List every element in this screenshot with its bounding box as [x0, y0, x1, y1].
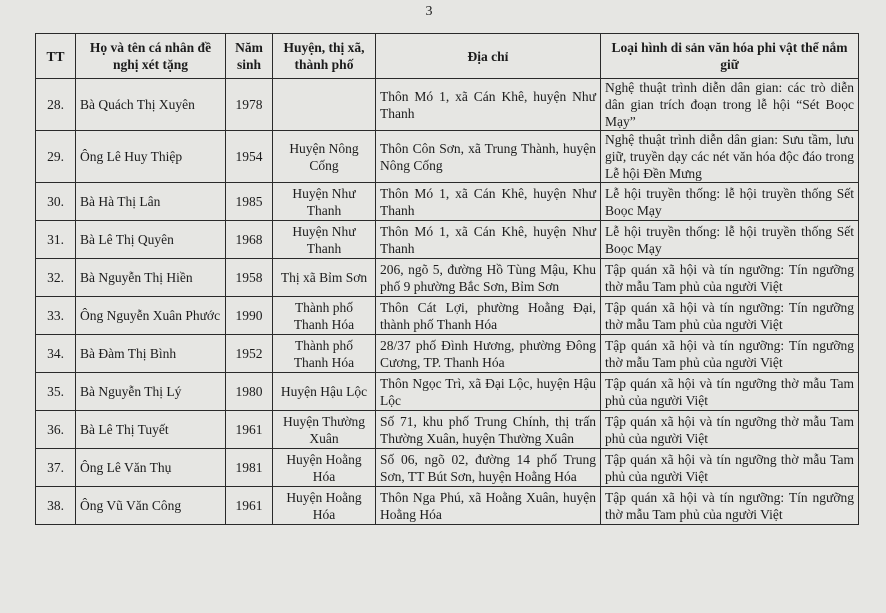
- header-heritage-type: Loại hình di sản văn hóa phi vật thể nắm giữ: [601, 34, 859, 79]
- cell-district: Thị xã Bỉm Sơn: [273, 259, 376, 297]
- cell-address: 28/37 phố Đình Hương, phường Đông Cương, TP. Thanh Hóa: [376, 335, 601, 373]
- cell-tt: 28.: [36, 79, 76, 131]
- cell-name: Bà Hà Thị Lân: [76, 183, 226, 221]
- cell-name: Ông Vũ Văn Công: [76, 487, 226, 525]
- cell-heritage-type: Tập quán xã hội và tín ngưỡng: Tín ngưỡng thờ mẫu Tam phủ của người Việt: [601, 297, 859, 335]
- cell-year: 1968: [226, 221, 273, 259]
- header-tt: TT: [36, 34, 76, 79]
- nominees-table: [35, 33, 859, 525]
- cell-name: Ông Nguyễn Xuân Phước: [76, 297, 226, 335]
- cell-tt: 34.: [36, 335, 76, 373]
- cell-heritage-type: Tập quán xã hội và tín ngưỡng thờ mẫu Tam phủ của người Việt: [601, 449, 859, 487]
- cell-heritage-type: Nghệ thuật trình diễn dân gian: Sưu tầm, lưu giữ, truyền dạy các nét văn hóa độc đáo trong Lễ hội Đền Mưng: [601, 131, 859, 183]
- cell-tt: 31.: [36, 221, 76, 259]
- cell-district: Thành phố Thanh Hóa: [273, 297, 376, 335]
- cell-tt: 29.: [36, 131, 76, 183]
- cell-district: Huyện Nông Cống: [273, 131, 376, 183]
- cell-year: 1985: [226, 183, 273, 221]
- cell-name: Bà Lê Thị Tuyết: [76, 411, 226, 449]
- header-address: Địa chỉ: [376, 34, 601, 79]
- page-number: 3: [425, 4, 433, 19]
- cell-name: Ông Lê Văn Thụ: [76, 449, 226, 487]
- cell-address: Thôn Nga Phú, xã Hoằng Xuân, huyện Hoằng Hóa: [376, 487, 601, 525]
- cell-district: Huyện Như Thanh: [273, 221, 376, 259]
- table-row: [36, 131, 859, 183]
- cell-address: Số 06, ngõ 02, đường 14 phố Trung Sơn, TT Bút Sơn, huyện Hoằng Hóa: [376, 449, 601, 487]
- cell-name: Bà Nguyễn Thị Lý: [76, 373, 226, 411]
- table-row: [36, 183, 859, 221]
- cell-heritage-type: Tập quán xã hội và tín ngưỡng: Tín ngưỡng thờ mẫu Tam phủ của người Việt: [601, 259, 859, 297]
- cell-name: Bà Quách Thị Xuyên: [76, 79, 226, 131]
- table-row: [36, 411, 859, 449]
- cell-tt: 38.: [36, 487, 76, 525]
- cell-address: Thôn Cát Lợi, phường Hoằng Đại, thành phố Thanh Hóa: [376, 297, 601, 335]
- table-header-row: [36, 34, 859, 79]
- cell-address: Thôn Mó 1, xã Cán Khê, huyện Như Thanh: [376, 221, 601, 259]
- cell-tt: 36.: [36, 411, 76, 449]
- cell-address: Thôn Mó 1, xã Cán Khê, huyện Như Thanh: [376, 79, 601, 131]
- cell-address: Thôn Côn Sơn, xã Trung Thành, huyện Nông Cống: [376, 131, 601, 183]
- cell-name: Bà Nguyễn Thị Hiền: [76, 259, 226, 297]
- cell-tt: 32.: [36, 259, 76, 297]
- table-row: [36, 487, 859, 525]
- cell-year: 1958: [226, 259, 273, 297]
- cell-name: Ông Lê Huy Thiệp: [76, 131, 226, 183]
- cell-district: Huyện Hoằng Hóa: [273, 487, 376, 525]
- cell-address: Thôn Mó 1, xã Cán Khê, huyện Như Thanh: [376, 183, 601, 221]
- table-row: [36, 221, 859, 259]
- header-name: Họ và tên cá nhân đề nghị xét tặng: [76, 34, 226, 79]
- cell-district: Huyện Thường Xuân: [273, 411, 376, 449]
- cell-district: Huyện Hậu Lộc: [273, 373, 376, 411]
- header-district: Huyện, thị xã, thành phố: [273, 34, 376, 79]
- cell-name: Bà Đàm Thị Bình: [76, 335, 226, 373]
- table-row: [36, 79, 859, 131]
- cell-address: 206, ngõ 5, đường Hồ Tùng Mậu, Khu phố 9 phường Bắc Sơn, Bỉm Sơn: [376, 259, 601, 297]
- cell-district: Huyện Hoằng Hóa: [273, 449, 376, 487]
- cell-address: Số 71, khu phố Trung Chính, thị trấn Thường Xuân, huyện Thường Xuân: [376, 411, 601, 449]
- cell-year: 1978: [226, 79, 273, 131]
- cell-tt: 33.: [36, 297, 76, 335]
- cell-year: 1952: [226, 335, 273, 373]
- table-row: [36, 335, 859, 373]
- cell-heritage-type: Lễ hội truyền thống: lễ hội truyền thống Sết Boọc Mạy: [601, 183, 859, 221]
- cell-heritage-type: Tập quán xã hội và tín ngưỡng thờ mẫu Tam phủ của người Việt: [601, 373, 859, 411]
- cell-year: 1961: [226, 487, 273, 525]
- cell-tt: 37.: [36, 449, 76, 487]
- cell-year: 1981: [226, 449, 273, 487]
- cell-heritage-type: Nghệ thuật trình diễn dân gian: các trò diễn dân gian trích đoạn trong lễ hội “Sét Boọc Mạy”: [601, 79, 859, 131]
- cell-heritage-type: Tập quán xã hội và tín ngưỡng: Tín ngưỡng thờ mẫu Tam phủ của người Việt: [601, 487, 859, 525]
- header-year: Năm sinh: [226, 34, 273, 79]
- cell-year: 1980: [226, 373, 273, 411]
- table-row: [36, 297, 859, 335]
- cell-district: [273, 79, 376, 131]
- table-row: [36, 259, 859, 297]
- cell-year: 1990: [226, 297, 273, 335]
- cell-heritage-type: Lễ hội truyền thống: lễ hội truyền thống Sết Boọc Mạy: [601, 221, 859, 259]
- cell-heritage-type: Tập quán xã hội và tín ngưỡng thờ mẫu Tam phủ của người Việt: [601, 411, 859, 449]
- cell-year: 1954: [226, 131, 273, 183]
- cell-address: Thôn Ngọc Trì, xã Đại Lộc, huyện Hậu Lộc: [376, 373, 601, 411]
- cell-year: 1961: [226, 411, 273, 449]
- cell-tt: 35.: [36, 373, 76, 411]
- table-row: [36, 373, 859, 411]
- cell-name: Bà Lê Thị Quyên: [76, 221, 226, 259]
- cell-tt: 30.: [36, 183, 76, 221]
- cell-heritage-type: Tập quán xã hội và tín ngưỡng: Tín ngưỡng thờ mẫu Tam phủ của người Việt: [601, 335, 859, 373]
- cell-district: Huyện Như Thanh: [273, 183, 376, 221]
- cell-district: Thành phố Thanh Hóa: [273, 335, 376, 373]
- table-row: [36, 449, 859, 487]
